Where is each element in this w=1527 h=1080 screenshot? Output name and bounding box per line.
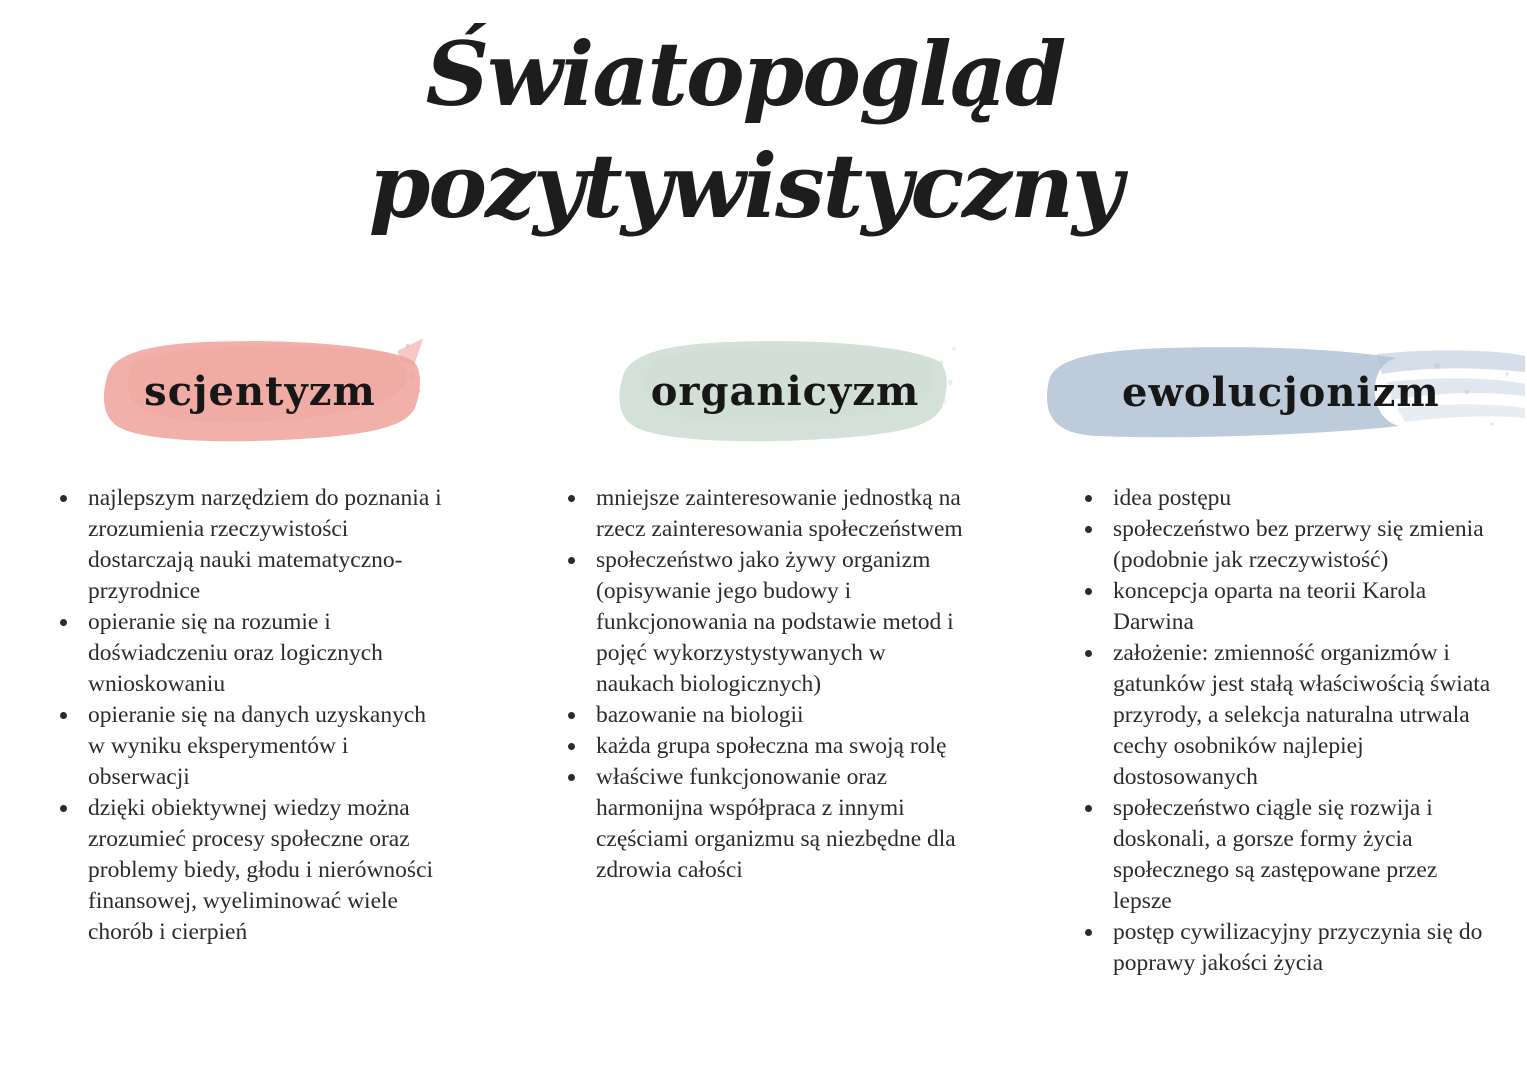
scjentyzm-header <box>95 332 425 450</box>
columns-container <box>0 332 1527 979</box>
list-item: postęp cywilizacyjny przyczynia się do poprawy jakości życia <box>1083 917 1495 979</box>
list-item: idea postępu <box>1083 483 1495 514</box>
list-item: społeczeństwo bez przerwy się zmienia (podobnie jak rzeczywistość) <box>1083 514 1495 576</box>
list-item: każda grupa społeczna ma swoją rolę <box>566 731 965 762</box>
organicyzm-header <box>610 332 960 450</box>
list-item: społeczeństwo jako żywy organizm (opisywanie jego budowy i funkcjonowania na podstawie metod i pojęć wykorzystystywanych w naukach biologicznych) <box>566 545 965 700</box>
list-item: mniejsze zainteresowanie jednostką na rzecz zainteresowania społeczeństwem <box>566 483 965 545</box>
list-item: bazowanie na biologii <box>566 700 965 731</box>
organicyzm-list <box>510 483 1020 886</box>
scjentyzm-list <box>0 483 510 948</box>
list-item: dzięki obiektywnej wiedzy można zrozumieć procesy społeczne oraz problemy biedy, głodu i nierówności finansowej, wyeliminować wiele chorób i cierpień <box>58 793 448 948</box>
column-ewolucjonizm <box>1020 332 1527 979</box>
column-organicyzm <box>510 332 1020 979</box>
page-title-line-1: Światopogląd <box>425 22 1065 126</box>
scjentyzm-label: scjentyzm <box>144 367 376 415</box>
page-title-line-2: pozytywistyczny <box>368 134 1122 238</box>
list-item: założenie: zmienność organizmów i gatunków jest stałą właściwością świata przyrody, a selekcja naturalna utrwala cechy osobników najlepiej dostosowanych <box>1083 638 1495 793</box>
column-scjentyzm <box>0 332 510 979</box>
ewolucjonizm-label: ewolucjonizm <box>1122 368 1440 416</box>
list-item: społeczeństwo ciągle się rozwija i doskonali, a gorsze formy życia społecznego są zastępowane przez lepsze <box>1083 793 1495 917</box>
ewolucjonizm-header <box>1037 338 1527 446</box>
page-title <box>0 18 1490 242</box>
list-item: właściwe funkcjonowanie oraz harmonijna współpraca z innymi częściami organizmu są niezbędne dla zdrowia całości <box>566 762 965 886</box>
organicyzm-label: organicyzm <box>650 367 920 415</box>
list-item: koncepcja oparta na teorii Karola Darwina <box>1083 576 1495 638</box>
list-item: opieranie się na rozumie i doświadczeniu oraz logicznych wnioskowaniu <box>58 607 448 700</box>
ewolucjonizm-list <box>1020 483 1527 979</box>
list-item: opieranie się na danych uzyskanych w wyniku eksperymentów i obserwacji <box>58 700 448 793</box>
list-item: najlepszym narzędziem do poznania i zrozumienia rzeczywistości dostarczają nauki matematyczno-przyrodnice <box>58 483 448 607</box>
